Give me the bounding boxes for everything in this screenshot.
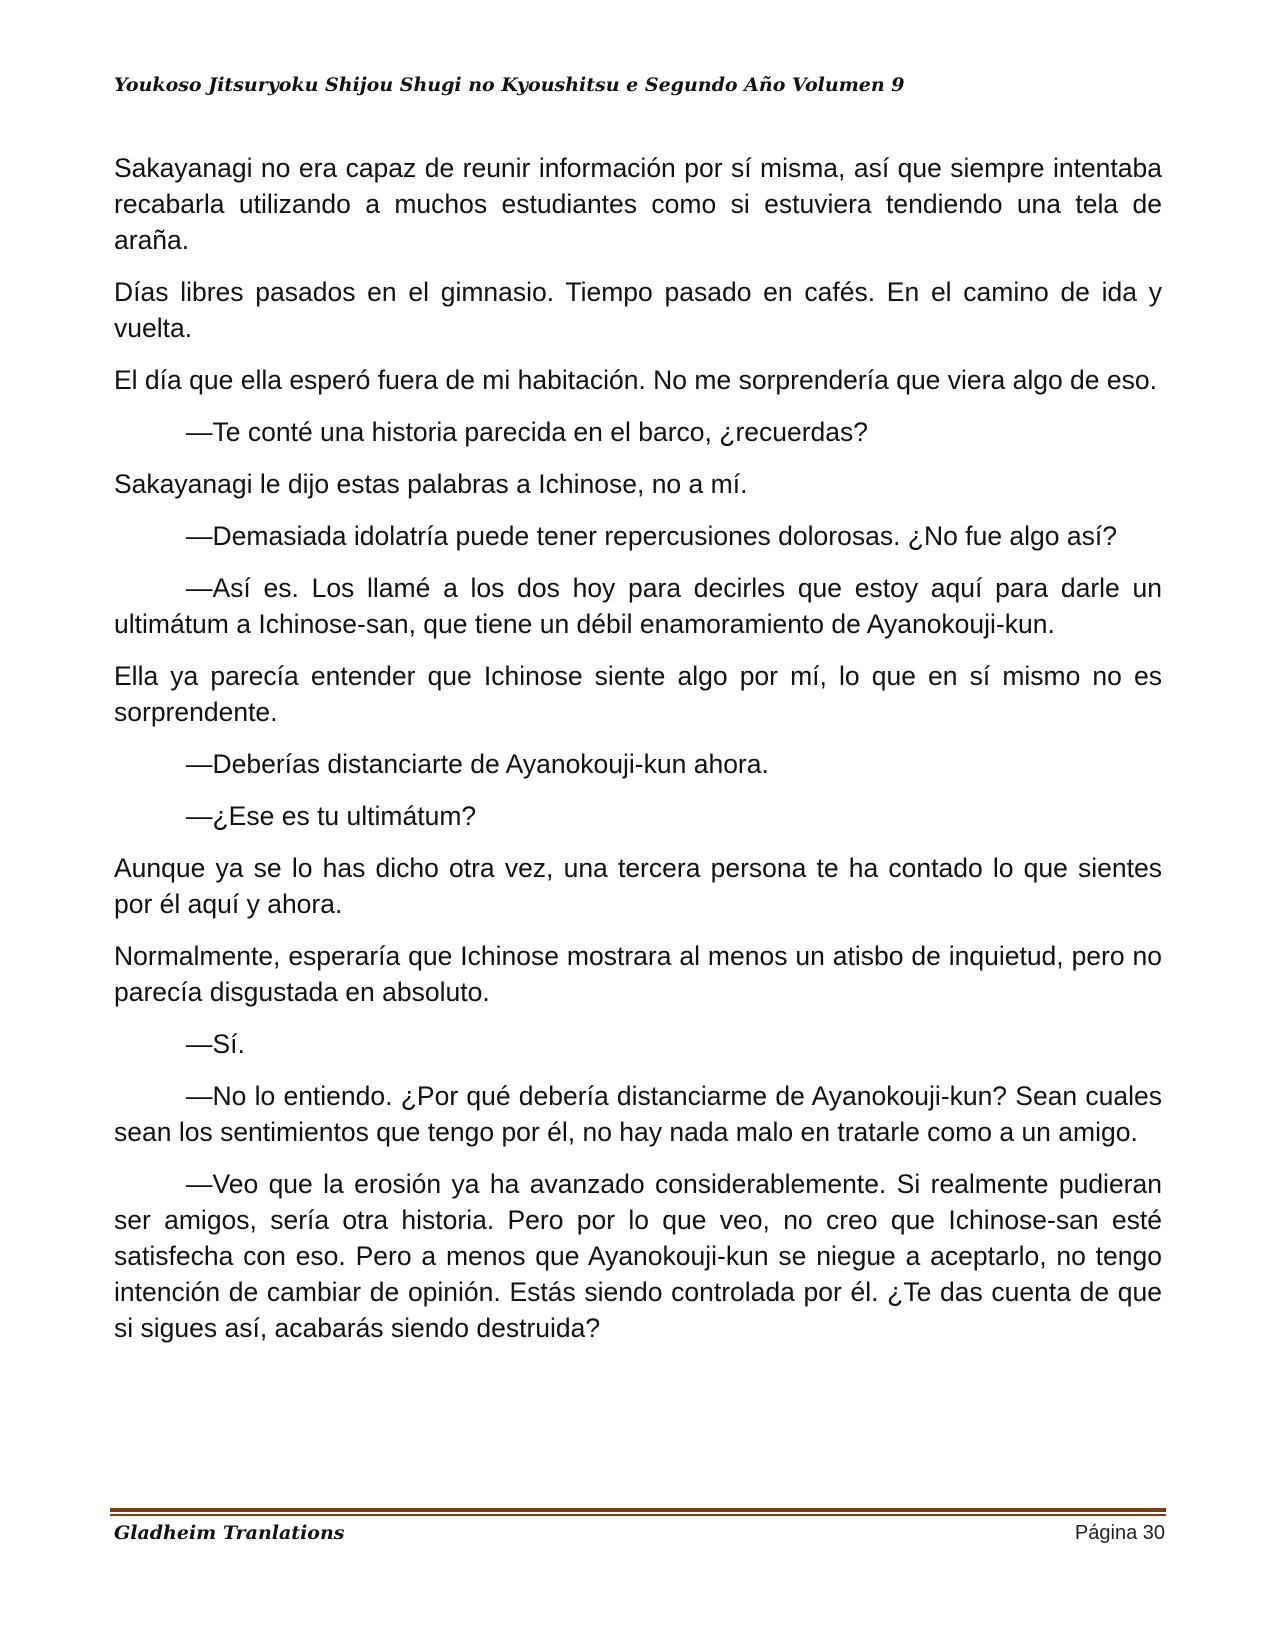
footer-divider-thin — [110, 1514, 1166, 1516]
dialogue-paragraph: —Deberías distanciarte de Ayanokouji-kun ahora. — [186, 749, 769, 779]
paragraph: Ella ya parecía entender que Ichinose siente algo por mí, lo que en sí mismo no es sorprendente. — [114, 661, 1162, 727]
paragraph: Días libres pasados en el gimnasio. Tiempo pasado en cafés. En el camino de ida y vuelta. — [114, 277, 1162, 343]
paragraph: Sakayanagi no era capaz de reunir información por sí misma, así que siempre intentaba recabarla utilizando a muchos estudiantes como si estuviera tendiendo una tela de araña. — [114, 153, 1162, 255]
paragraph: El día que ella esperó fuera de mi habitación. No me sorprendería que viera algo de eso. — [114, 365, 1157, 395]
dialogue-paragraph: —Sí. — [186, 1029, 245, 1059]
footer-divider-thick — [110, 1508, 1166, 1512]
footer-publisher: Gladheim Tranlations — [114, 1522, 345, 1544]
paragraph: Normalmente, esperaría que Ichinose mostrara al menos un atisbo de inquietud, pero no parecía disgustada en absoluto. — [114, 941, 1162, 1007]
dialogue-paragraph: —Veo que la erosión ya ha avanzado considerablemente. Si realmente pudieran ser amigos, sería otra historia. Pero por lo que veo, no creo que Ichinose-san esté satisfecha con eso. Pero a menos que Ayanokouji-kun se niegue a aceptarlo, no tengo intención de cambiar de opinión. Estás siendo controlada por él. ¿Te das cuenta de que si sigues así, acabarás siendo destruida? — [114, 1169, 1162, 1343]
dialogue-paragraph: —No lo entiendo. ¿Por qué debería distanciarme de Ayanokouji-kun? Sean cuales sean los sentimientos que tengo por él, no hay nada malo en tratarle como a un amigo. — [114, 1081, 1162, 1147]
paragraph: Aunque ya se lo has dicho otra vez, una tercera persona te ha contado lo que sientes por él aquí y ahora. — [114, 853, 1162, 919]
dialogue-paragraph: —Demasiada idolatría puede tener repercusiones dolorosas. ¿No fue algo así? — [186, 521, 1117, 551]
dialogue-paragraph: —Así es. Los llamé a los dos hoy para decirles que estoy aquí para darle un ultimátum a Ichinose-san, que tiene un débil enamoramiento de Ayanokouji-kun. — [114, 573, 1162, 639]
page-number: Página 30 — [1074, 1522, 1165, 1544]
running-header: Youkoso Jitsuryoku Shijou Shugi no Kyoushitsu e Segundo Año Volumen 9 — [114, 74, 905, 96]
dialogue-paragraph: —¿Ese es tu ultimátum? — [186, 801, 477, 831]
dialogue-paragraph: —Te conté una historia parecida en el barco, ¿recuerdas? — [186, 417, 869, 447]
footer-divider — [110, 1508, 1166, 1517]
body-text — [114, 150, 1162, 1362]
paragraph: Sakayanagi le dijo estas palabras a Ichinose, no a mí. — [114, 469, 748, 499]
